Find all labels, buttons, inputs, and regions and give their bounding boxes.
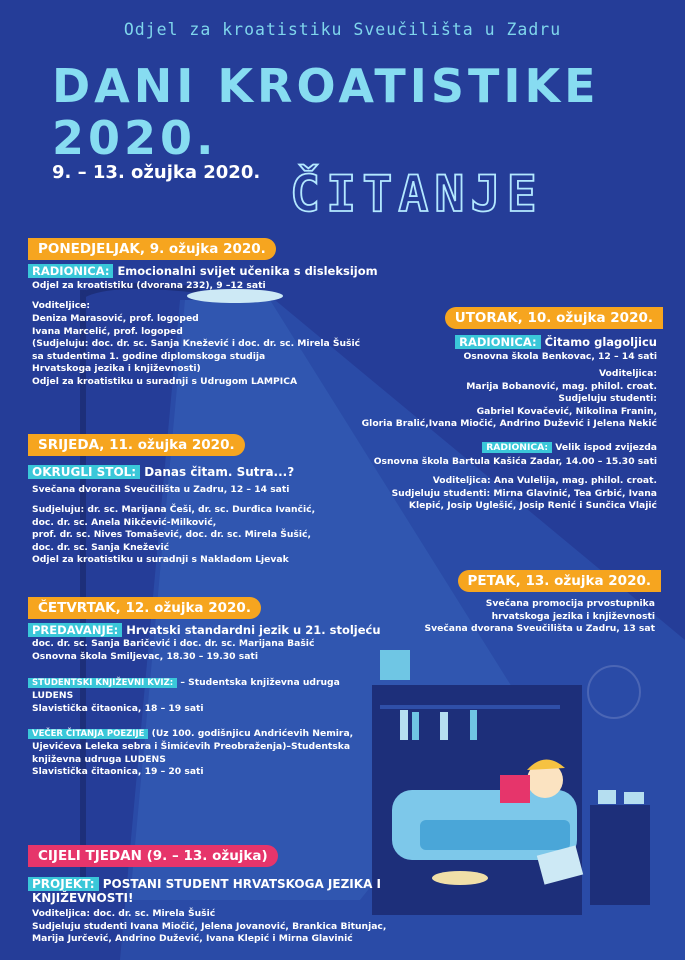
- project-tag: PROJEKT:: [28, 877, 99, 891]
- week-details: Voditeljica: doc. dr. sc. Mirela Šušić Sudjeluju studenti Ivana Miočić, Jelena Jovanović, Brankica Bitunjac, Marija Jurčević, Andrino Dužević, Ivana Klepić i Mirna Glavinić: [32, 908, 387, 945]
- book-1: [400, 710, 408, 740]
- wednesday-event: OKRUGLI STOL: Danas čitam. Sutra...?: [28, 466, 294, 479]
- poetry-tag: VEČER ČITANJA POEZIJE: [28, 729, 148, 739]
- quiz-tag: STUDENTSKI KNJIŽEVNI KVIZ:: [28, 678, 177, 688]
- shelf-1: [380, 705, 560, 709]
- tuesday-event2: RADIONICA: Velik ispod zvijezda: [482, 442, 657, 455]
- roundtable-tag: OKRUGLI STOL:: [28, 465, 140, 479]
- frame-1: [598, 790, 616, 804]
- tuesday-place1: Osnovna škola Benkovac, 12 – 14 sati: [463, 351, 657, 362]
- wednesday-details: Sudjeluju: dr. sc. Marijana Češi, dr. sc. Durđica Ivančić, doc. dr. sc. Anela Nikčević-Milković, prof. dr. sc. Nives Tomašević, doc. dr. sc. Mirela Šušić, doc. dr. sc. Sanja Knežević Odjel za kroatistiku u suradnji s Nakladom Ljevak: [32, 504, 316, 566]
- tuesday-details1: Voditeljica: Marija Bobanović, mag. philol. croat. Sudjeluju studenti: Gabriel Kovačević, Nikolina Franin, Gloria Bralić,Ivana Miočić, Andrino Dužević i Jelena Nekić: [361, 368, 657, 430]
- book-held: [500, 775, 530, 803]
- wednesday-place: Svečana dvorana Sveučilišta u Zadru, 12 – 14 sati: [32, 484, 290, 495]
- book-2: [412, 712, 419, 740]
- thursday-event1: PREDAVANJE: Hrvatski standardni jezik u 21. stoljeću: [28, 624, 381, 637]
- nightstand: [590, 805, 650, 905]
- theme-word: ČITANJE: [290, 165, 543, 223]
- thursday-event2: STUDENTSKI KNJIŽEVNI KVIZ: – Studentska književna udruga: [28, 677, 340, 690]
- title-line1: DANI KROATISTIKE: [52, 59, 600, 113]
- week-event: PROJEKT: POSTANI STUDENT HRVATSKOGA JEZIKA I: [28, 878, 381, 891]
- sofa-cushion: [420, 820, 570, 850]
- monday-event: RADIONICA: Emocionalni svijet učenika s disleksijom: [28, 265, 378, 278]
- workshop-tag: RADIONICA:: [482, 442, 552, 453]
- lecture-tag: PREDAVANJE:: [28, 623, 122, 637]
- book-3: [440, 712, 448, 740]
- shelf-ornament: [380, 650, 410, 680]
- title-line2: 2020.: [52, 111, 218, 165]
- tuesday-event1: RADIONICA: Čitamo glagoljicu: [455, 336, 657, 349]
- friday-header: PETAK, 13. ožujka 2020.: [458, 570, 662, 592]
- tuesday-place2: Osnovna škola Bartula Kašića Zadar, 14.00 – 15.30 sati: [373, 456, 657, 467]
- book-4: [470, 710, 477, 740]
- monday-header: PONEDJELJAK, 9. ožujka 2020.: [28, 238, 276, 260]
- tuesday-details2: Voditeljica: Ana Vulelija, mag. philol. croat. Sudjeluju studenti: Mirna Glavinić, Tea Grbić, Ivana Klepić, Josip Uglešić, Josip Renić i Sunčica Vlajić: [391, 475, 657, 512]
- workshop-tag: RADIONICA:: [455, 335, 540, 349]
- monday-leaders: Deniza Marasović, prof. logoped Ivana Marcelić, prof. logoped (Sudjeluju: doc. dr. sc. Sanja Knežević i doc. dr. sc. Mirela Šušić sa studentima 1. godine diplomskoga studija Hrvatskoga jezika i književnosti) Odjel za kroatistiku u suradnji s Udrugom LAMPICA: [32, 313, 361, 387]
- thursday-header: ČETVRTAK, 12. ožujka 2020.: [28, 597, 261, 619]
- week-event-cont: KNJIŽEVNOSTI!: [32, 891, 134, 905]
- workshop-tag: RADIONICA:: [28, 264, 113, 278]
- organizer: Odjel za kroatistiku Sveučilišta u Zadru: [123, 20, 562, 39]
- frame-2: [624, 792, 644, 804]
- thursday-details3: Ujevićeva Leleka sebra i Šimićevih Preobraženja)–Studentska književna udruga LUDENS Slavistička čitaonica, 19 – 20 sati: [32, 741, 351, 778]
- cat: [432, 871, 488, 885]
- thursday-details2: LUDENS Slavistička čitaonica, 18 – 19 sati: [32, 690, 204, 714]
- week-header: CIJELI TJEDAN (9. – 13. ožujka): [28, 845, 278, 867]
- wednesday-header: SRIJEDA, 11. ožujka 2020.: [28, 434, 245, 456]
- thursday-details1: doc. dr. sc. Sanja Baričević i doc. dr. sc. Marijana Bašić Osnovna škola Smiljevac, 18.30 – 19.30 sati: [32, 638, 315, 662]
- monday-leaders-label: Voditeljice:: [32, 300, 91, 311]
- tuesday-header: UTORAK, 10. ožujka 2020.: [445, 307, 663, 329]
- friday-details: Svečana promocija prvostupnika hrvatskoga jezika i književnosti Svečana dvorana Sveučilišta u Zadru, 13 sat: [424, 598, 655, 635]
- event-dates: 9. – 13. ožujka 2020.: [52, 162, 261, 183]
- monday-place: Odjel za kroatistiku (dvorana 232), 9 –12 sati: [32, 280, 266, 291]
- thursday-event3: VEČER ČITANJA POEZIJE (Uz 100. godišnjicu Andrićevih Nemira,: [28, 728, 353, 741]
